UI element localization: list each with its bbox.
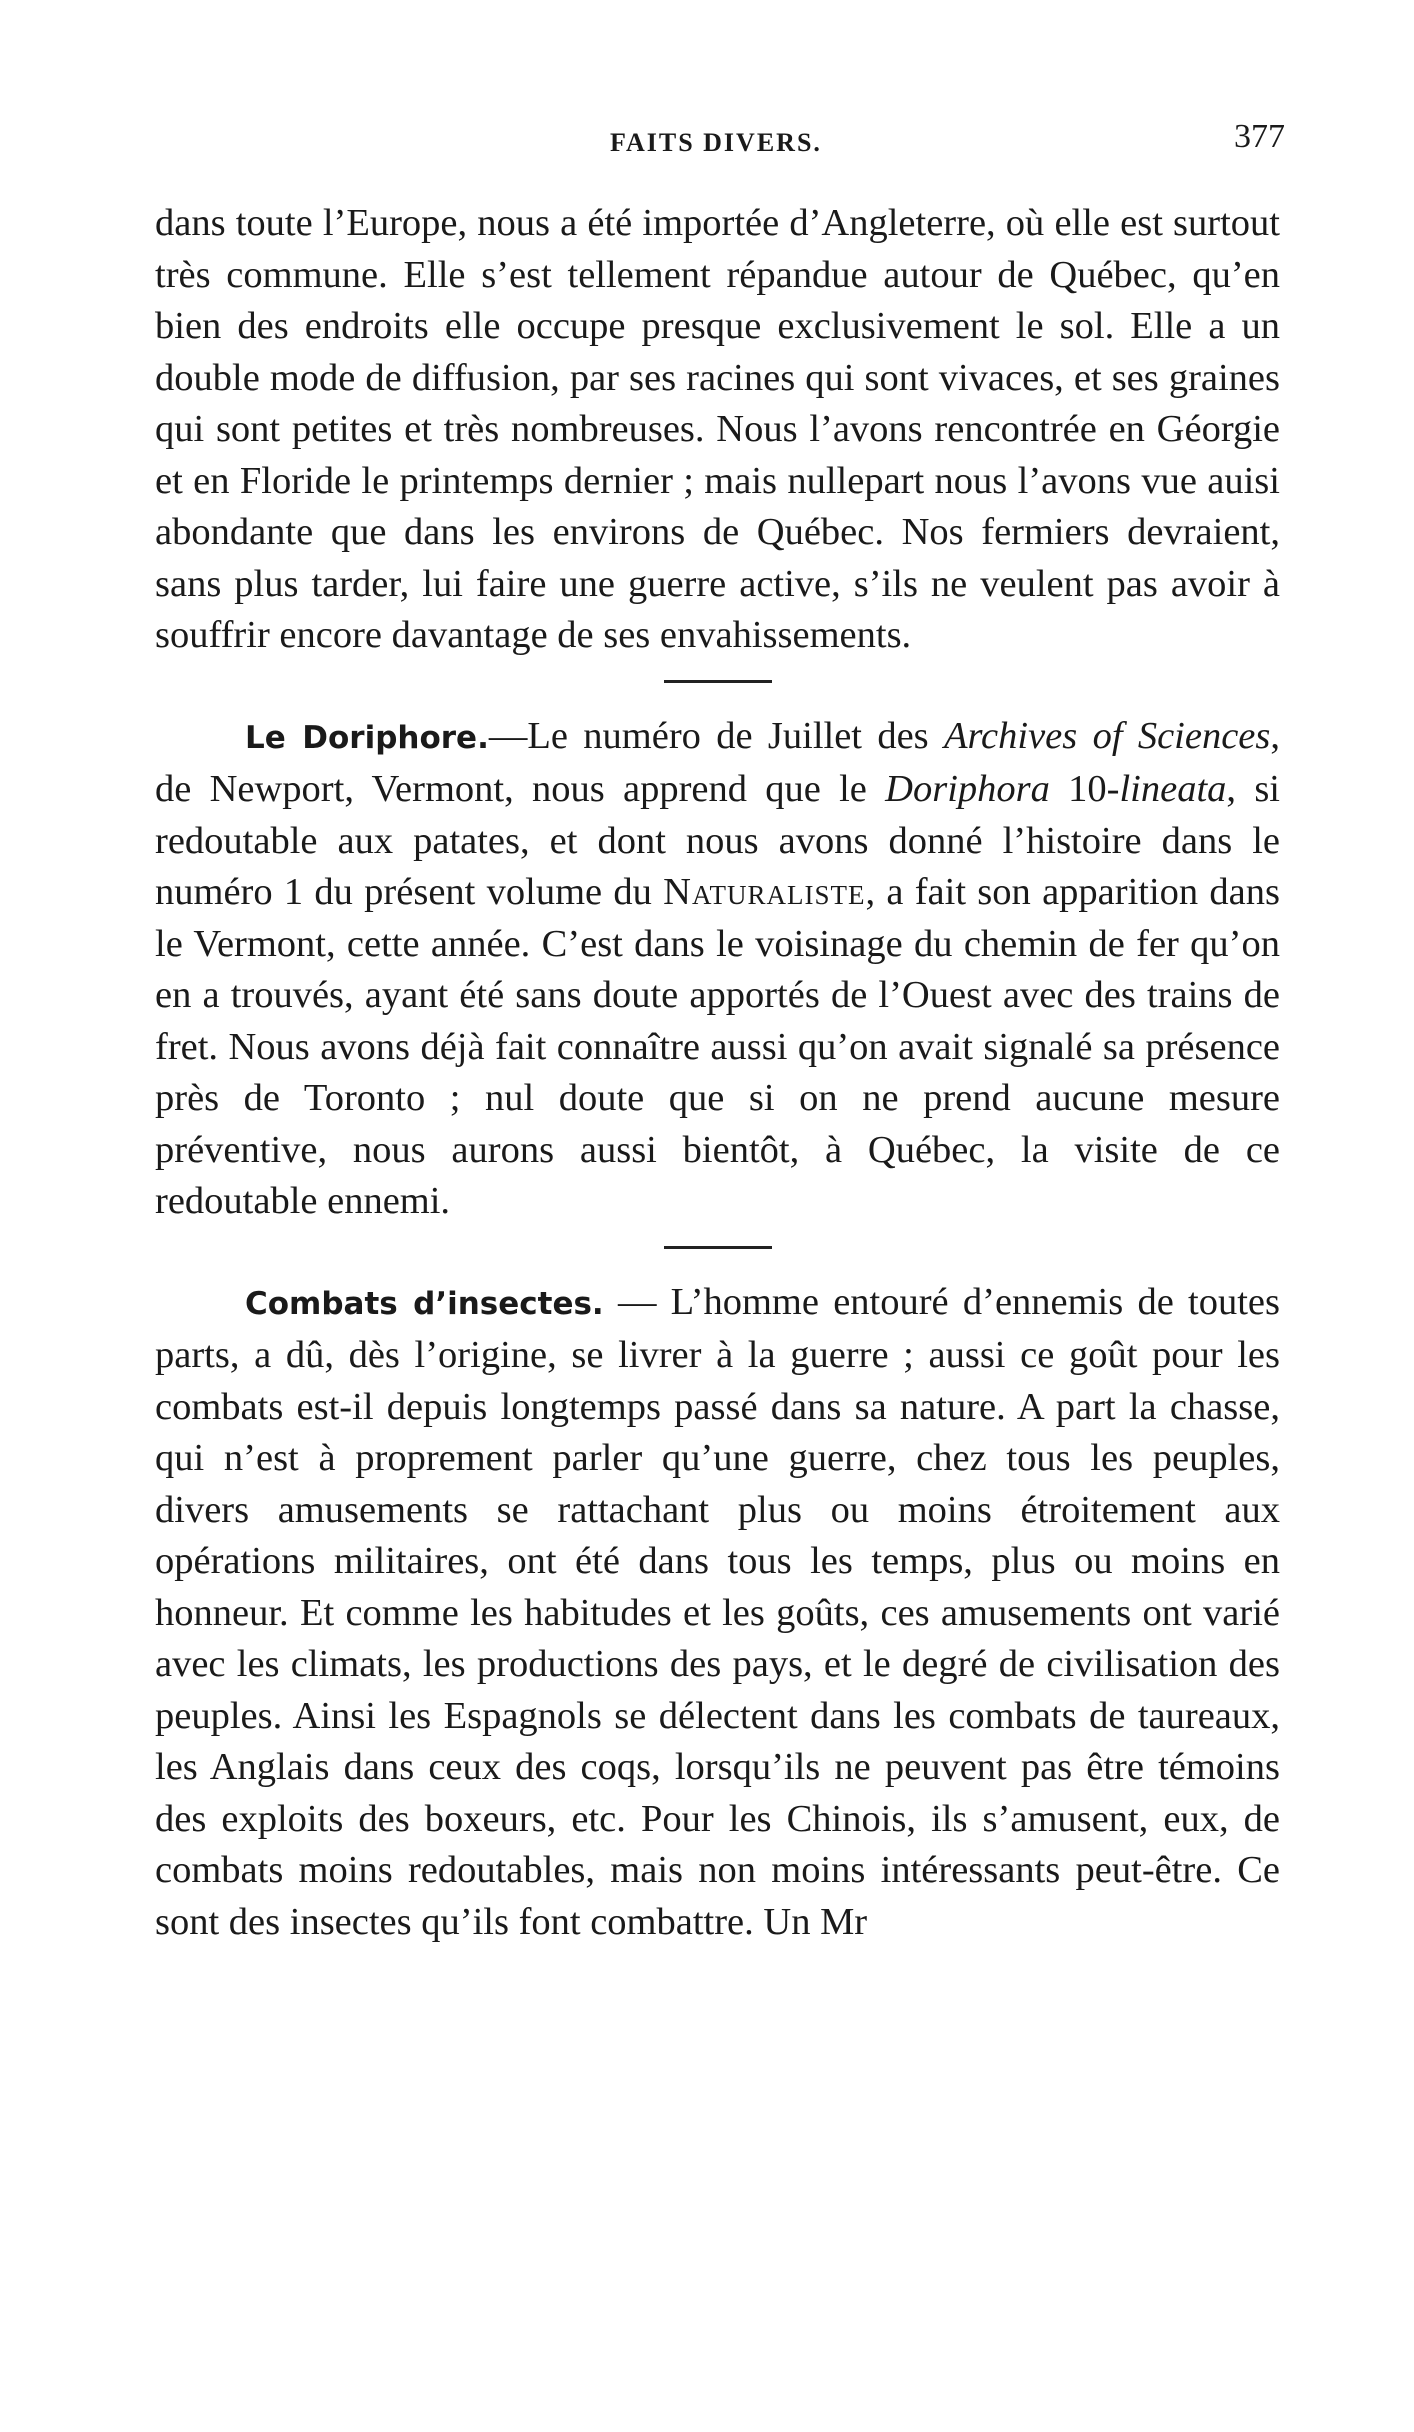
page-header [150, 118, 1285, 168]
paragraph-combats [155, 1277, 1280, 1949]
page-number: 377 [1234, 118, 1285, 155]
running-head: FAITS DIVERS. [610, 128, 822, 157]
section-heading-doriphore: Le Doriphore. [245, 719, 489, 756]
smallcaps-journal-name: Naturaliste [663, 871, 866, 913]
section-heading-combats: Combats d’insectes. [245, 1285, 604, 1322]
italic-genus-name: Doriphora [885, 768, 1050, 810]
text-run: —Le numéro de Juillet des [488, 714, 944, 757]
paragraph-doriphore [155, 711, 1280, 1228]
page-body [155, 198, 1280, 1948]
text-run: — L’homme entouré d’ennemis de toutes parts, a dû, dès l’origine, se livrer à la guerre ; aussi ce goût pour les combats est-il depuis longtemps passé dans sa nature. A part la chasse, qui n’est à proprement parler qu’une guerre, chez tous les peuples, divers amusements se rattachant plus ou moins étroitement aux opérations militaires, ont été dans tous les temps, plus ou moins en honneur. Et comme les habitudes et les goûts, ces amusements ont varié avec les climats, les productions des pays, et le degré de civilisation des peuples. Ainsi les Espagnols se délectent dans les combats de taureaux, les Anglais dans ceux des coqs, lorsqu’ils ne peuvent pas être témoins des exploits des boxeurs, etc. Pour les Chinois, ils s’amusent, eux, de combats moins redoutables, mais non moins intéressants peut-être. Ce sont des insectes qu’ils font combattre. Un Mr [155, 1280, 1281, 1943]
text-run: , si redoutable aux patates, et dont nous avons donné l’histoire dans le numéro 1 du présent volume du [155, 768, 1280, 913]
text-run: 10- [1049, 768, 1120, 810]
section-divider [664, 1246, 772, 1249]
text-run: , de Newport, Vermont, nous apprend que le [155, 714, 1281, 810]
text-run: , a fait son apparition dans le Vermont, cette année. C’est dans le voisinage du chemin de fer qu’on en a trouvés, ayant été sans doute apportés de l’Ouest avec des trains de fret. Nous avons déjà fait connaître aussi qu’on avait signalé sa présence près de Toronto ; nul doute que si on ne prend aucune mesure préventive, nous aurons aussi bientôt, à Québec, la visite de ce redoutable ennemi. [155, 871, 1281, 1222]
italic-journal-title: Archives of Sciences [943, 714, 1271, 757]
section-divider [664, 680, 772, 683]
paragraph-continuation: dans toute l’Europe, nous a été importée d’Angleterre, où elle est surtout très commune. Elle s’est tellement répandue autour de Québec, qu’en bien des endroits elle occupe presque exclusivement le sol. Elle a un double mode de diffusion, par ses racines qui sont vivaces, et ses graines qui sont petites et très nombreuses. Nous l’avons rencontrée en Géorgie et en Floride le printemps dernier ; mais nullepart nous l’avons vue auisi abondante que dans les environs de Québec. Nos fermiers devraient, sans plus tarder, lui faire une guerre active, s’ils ne veulent pas avoir à souffrir encore davantage de ses envahissements. [155, 202, 1280, 656]
italic-species-name: lineata [1119, 768, 1227, 810]
